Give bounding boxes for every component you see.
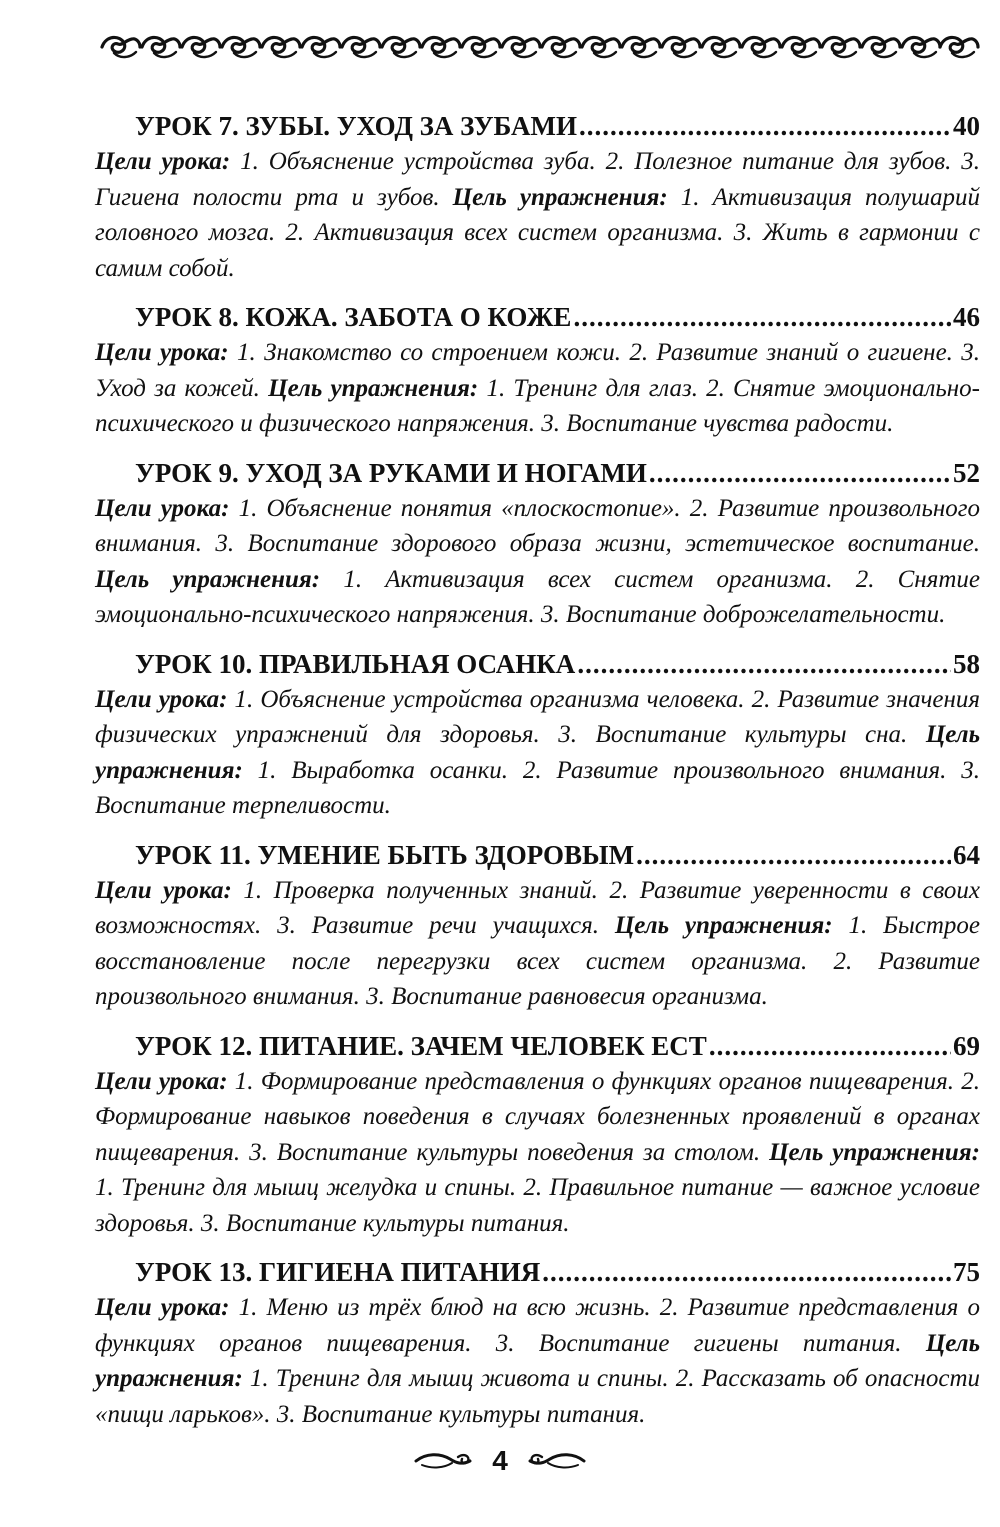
lesson-description	[95, 491, 980, 633]
dot-leader	[579, 108, 951, 144]
lesson-description	[95, 1290, 980, 1432]
exercise-label: Цель упражнения:	[95, 1329, 981, 1392]
goals-label: Цели урока:	[95, 148, 231, 175]
goals-text: 1. Формирование представления о функциях органов пищеварения. 2. Формирование навыков поведения в случаях болезненных проявлений в органах пищеварения. 3. Воспитание культуры поведения за столом.	[95, 1067, 981, 1166]
goals-label: Цели урока:	[95, 494, 230, 522]
goals-label: Цели урока:	[95, 876, 232, 904]
lesson-title: УРОК 11. УМЕНИЕ БЫТЬ ЗДОРОВЫМ	[135, 839, 635, 870]
page-footer	[0, 1441, 1000, 1481]
lesson-description	[95, 873, 980, 1015]
exercise-text: 1. Активизация полушарий головного мозга. 2. Активизация всех систем организма. 3. Жить в гармонии с самим собой.	[95, 183, 980, 282]
exercise-label: Цель упражнения:	[95, 565, 321, 593]
ornament-left-flourish-icon	[414, 1449, 474, 1473]
dot-leader	[709, 1028, 951, 1064]
goals-text: 1. Знакомство со строением кожи. 2. Развитие знаний о гигиене. 3. Уход за кожей.	[95, 339, 981, 402]
page-ref: 64	[953, 839, 980, 870]
toc-entry-heading[interactable]	[95, 299, 980, 335]
ornament-top-border	[100, 30, 980, 64]
toc-entry-lesson-9	[95, 455, 980, 633]
toc-entry-lesson-11	[95, 837, 980, 1015]
toc-entry-lesson-13	[95, 1254, 980, 1432]
dot-leader	[542, 1254, 951, 1290]
exercise-label: Цель упражнения:	[614, 912, 833, 939]
goals-text: 1. Объяснение понятия «плоскостопие». 2. Развитие произвольного внимания. 3. Воспитание здорового образа жизни, эстетическое воспитание.	[95, 494, 980, 557]
toc-entry-heading[interactable]	[95, 108, 980, 144]
exercise-text: 1. Тренинг для глаз. 2. Снятие эмоционально-психического и физического напряжения. 3. Воспитание чувства радости.	[95, 374, 981, 437]
ornament-right-flourish-icon	[526, 1449, 586, 1473]
dot-leader	[577, 646, 951, 682]
toc-entry-lesson-12	[95, 1028, 980, 1242]
page-number: 4	[492, 1445, 508, 1476]
page-ref: 58	[953, 648, 980, 679]
exercise-text: 1. Тренинг для мышц живота и спины. 2. Рассказать об опасности «пищи ларьков». 3. Воспитание культуры питания.	[95, 1365, 980, 1428]
toc-entry-heading[interactable]	[95, 837, 980, 873]
page-ref: 69	[953, 1030, 980, 1061]
exercise-text: 1. Активизация всех систем организма. 2. Снятие эмоционально-психического напряжения. 3. Воспитание доброжелательности.	[95, 565, 980, 628]
toc-entry-lesson-7	[95, 108, 980, 286]
lesson-description	[95, 144, 980, 286]
exercise-label: Цель упражнения:	[769, 1138, 980, 1166]
exercise-label: Цель упражнения:	[452, 183, 668, 211]
page-ref: 46	[953, 302, 980, 332]
exercise-text: 1. Быстрое восстановление после перегрузки всех систем организма. 2. Развитие произвольного внимания. 3. Воспитание равновесия организма.	[95, 912, 981, 1010]
toc-entry-heading[interactable]	[95, 455, 980, 491]
goals-text: 1. Проверка полученных знаний. 2. Развитие уверенности в своих возможностях. 3. Развитие речи учащихся.	[95, 876, 981, 939]
toc-entry-lesson-8	[95, 299, 980, 442]
lesson-title: УРОК 10. ПРАВИЛЬНАЯ ОСАНКА	[135, 648, 576, 679]
dot-leader	[649, 455, 951, 491]
lesson-description	[95, 1064, 980, 1242]
toc-entry-heading[interactable]	[95, 1028, 980, 1064]
toc-entry-lesson-10	[95, 646, 980, 824]
lesson-title: УРОК 13. ГИГИЕНА ПИТАНИЯ	[135, 1257, 541, 1287]
dot-leader	[573, 299, 951, 335]
lesson-title: УРОК 7. ЗУБЫ. УХОД ЗА ЗУБАМИ	[135, 111, 578, 141]
lesson-title: УРОК 8. КОЖА. ЗАБОТА О КОЖЕ	[135, 302, 572, 332]
goals-label: Цели урока:	[95, 1294, 230, 1321]
goals-label: Цели урока:	[95, 339, 229, 366]
toc-entry-heading[interactable]	[95, 646, 980, 682]
dot-leader	[636, 837, 951, 873]
exercise-label: Цель упражнения:	[268, 374, 479, 402]
page-ref: 40	[953, 111, 980, 141]
goals-label: Цели урока:	[95, 685, 228, 713]
lesson-title: УРОК 9. УХОД ЗА РУКАМИ И НОГАМИ	[135, 457, 647, 488]
goals-text: 1. Объяснение устройства организма человека. 2. Развитие значения физических упражнений для здоровья. 3. Воспитание культуры сна.	[95, 685, 981, 748]
goals-text: 1. Объяснение устройства зуба. 2. Полезное питание для зубов. 3. Гигиена полости рта и зубов.	[95, 148, 981, 211]
page-ref: 52	[953, 457, 980, 488]
exercise-label: Цель упражнения:	[95, 721, 981, 784]
table-of-contents	[95, 108, 980, 1445]
lesson-title: УРОК 12. ПИТАНИЕ. ЗАЧЕМ ЧЕЛОВЕК ЕСТ	[135, 1030, 707, 1061]
goals-label: Цели урока:	[95, 1067, 228, 1095]
lesson-description	[95, 682, 980, 824]
lesson-description	[95, 335, 980, 442]
exercise-text: 1. Выработка осанки. 2. Развитие произвольного внимания. 3. Воспитание терпеливости.	[95, 756, 981, 819]
toc-entry-heading[interactable]	[95, 1254, 980, 1290]
goals-text: 1. Меню из трёх блюд на всю жизнь. 2. Развитие представления о функциях органов пищеварения. 3. Воспитание гигиены питания.	[95, 1294, 981, 1357]
exercise-text: 1. Тренинг для мышц желудка и спины. 2. Правильное питание — важное условие здоровья. 3. Воспитание культуры питания.	[95, 1174, 980, 1237]
page-ref: 75	[953, 1257, 980, 1287]
